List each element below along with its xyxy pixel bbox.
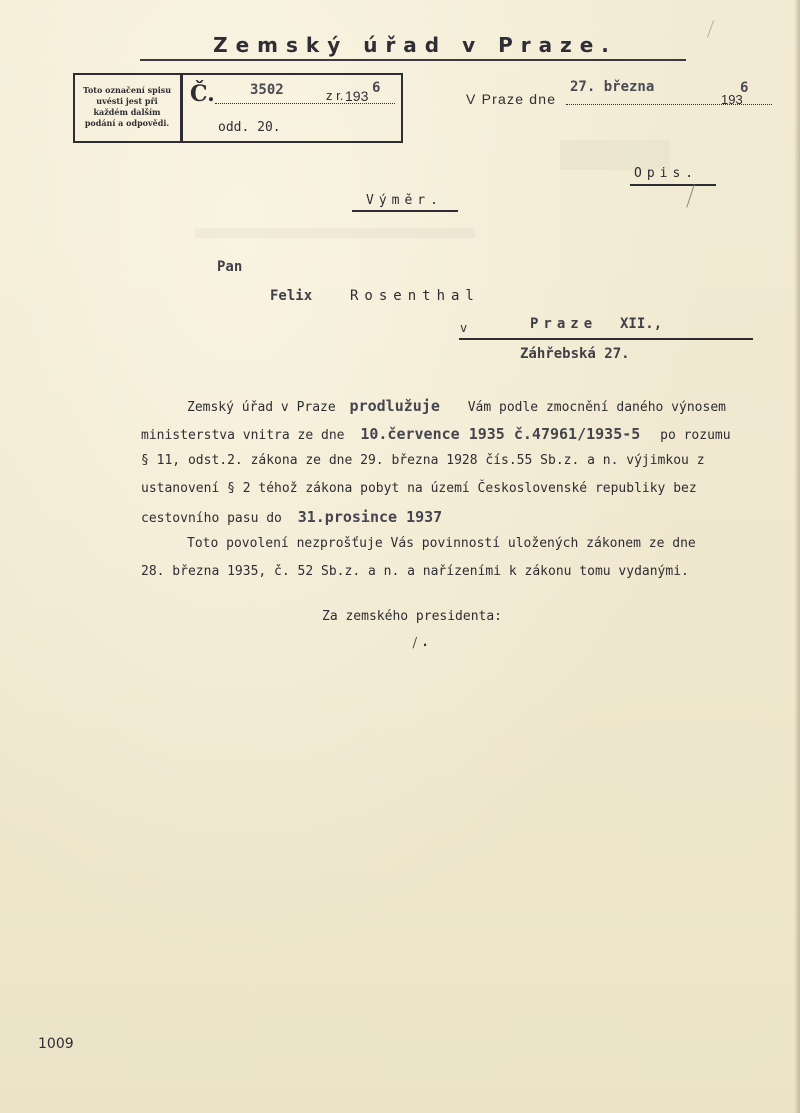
- body-line: ustanovení § 2 téhož zákona pobyt na území Československé republiky bez: [141, 481, 697, 496]
- filled-verb: prodlužuje: [349, 397, 440, 415]
- date-value: 27. března: [570, 79, 655, 95]
- page-number: 1009: [38, 1036, 74, 1052]
- date-year-prefix: 193: [721, 92, 743, 107]
- reference-year-digit: 6: [372, 80, 381, 96]
- signature-line: Za zemského presidenta:: [322, 609, 503, 624]
- body-line: [141, 508, 442, 526]
- copy-mark-underline: [630, 184, 716, 186]
- signature-mark: ⁄.: [408, 630, 431, 653]
- body-line: Toto povolení nezprošťuje Vás povinností uložených zákonem ze dne: [187, 536, 696, 551]
- body-line: [141, 425, 731, 443]
- office-title: Zemský úřad v Praze.: [213, 33, 617, 57]
- show-through-smudge: [195, 228, 475, 238]
- addressee-first-name: Felix: [270, 288, 313, 304]
- file-number: 3502: [250, 82, 284, 98]
- pen-stroke-mark: [686, 184, 695, 207]
- paper-edge-shadow: [794, 0, 800, 1113]
- body-line: 28. března 1935, č. 52 Sb.z. a n. a nařízeními k zákonu tomu vydanými.: [141, 564, 689, 579]
- filled-decree: 10.července 1935 č.47961/1935-5: [360, 425, 641, 443]
- body-text: Zemský úřad v Praze: [187, 400, 336, 415]
- reference-box-divider: [180, 73, 183, 143]
- body-text: po rozumu: [660, 428, 731, 443]
- body-text: cestovního pasu do: [141, 511, 282, 526]
- salutation: Pan: [217, 259, 243, 275]
- body-text: Vám podle zmocnění daného výnosem: [467, 400, 726, 415]
- year-label: z r.: [326, 88, 344, 103]
- number-mark: Č.: [190, 81, 215, 107]
- addressee-district: XII.,: [620, 316, 663, 332]
- document-heading: Výměr.: [366, 193, 443, 208]
- title-rule: [140, 59, 686, 61]
- addressee-street: Záhřebská 27.: [520, 346, 630, 362]
- copy-mark: Opis.: [634, 166, 699, 181]
- reference-year-prefix: 193: [345, 88, 369, 104]
- body-line: [187, 397, 726, 415]
- body-text: ministerstva vnitra ze dne: [141, 428, 345, 443]
- city-preposition: v: [460, 321, 468, 335]
- department: odd. 20.: [218, 120, 281, 135]
- address-rule: [459, 338, 753, 340]
- place-label: V Praze dne: [466, 91, 557, 107]
- addressee-city: Praze: [530, 316, 598, 332]
- reference-note: Toto označení spisu uvésti jest při každém dalším podání a odpovědi.: [82, 85, 172, 128]
- addressee-surname: Rosenthal: [350, 288, 480, 304]
- heading-underline: [352, 210, 458, 212]
- filled-date: 31.prosince 1937: [297, 508, 443, 526]
- body-line: § 11, odst.2. zákona ze dne 29. března 1928 čís.55 Sb.z. a n. výjimkou z: [141, 453, 705, 468]
- date-year-digit: 6: [740, 80, 749, 96]
